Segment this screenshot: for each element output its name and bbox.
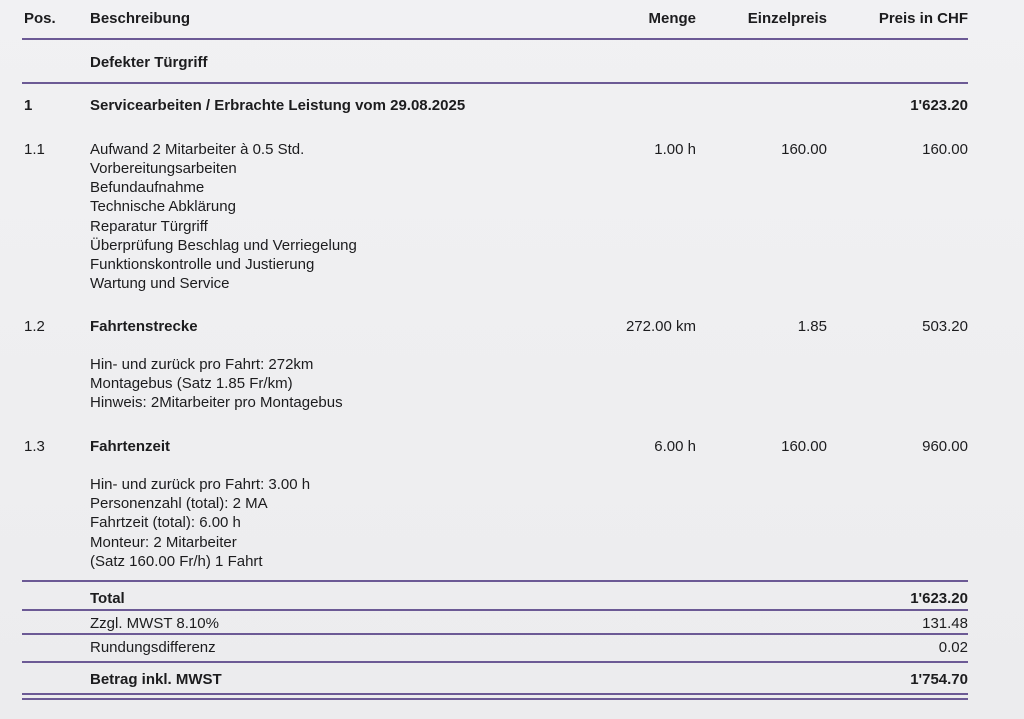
total-label: Total	[90, 590, 125, 607]
item-details	[90, 159, 357, 293]
item-preis: 160.00	[922, 141, 968, 158]
item-detail-line: (Satz 160.00 Fr/h) 1 Fahrt	[90, 552, 263, 570]
item-detail-line: Fahrtzeit (total): 6.00 h	[90, 514, 241, 532]
group-pos: 1	[24, 97, 33, 114]
item-detail-line: Überprüfung Beschlag und Verriegelung	[90, 236, 357, 254]
item-detail-line: Monteur: 2 Mitarbeiter	[90, 533, 237, 551]
item-menge: 6.00 h	[654, 438, 696, 455]
item-detail-line: Technische Abklärung	[90, 198, 236, 216]
item-preis: 503.20	[922, 318, 968, 335]
section-title: Defekter Türgriff	[90, 54, 208, 71]
item-einzelpreis: 1.85	[797, 318, 827, 335]
item-pos: 1.2	[24, 318, 45, 335]
item-details	[90, 475, 310, 571]
betrag-rule-1	[22, 693, 968, 695]
item-pos: 1.1	[24, 141, 45, 158]
header-pos: Pos.	[24, 10, 56, 27]
item-detail-line: Hinweis: 2Mitarbeiter pro Montagebus	[90, 394, 343, 412]
betrag-label: Betrag inkl. MWST	[90, 671, 222, 688]
betrag-rule-2	[22, 698, 968, 700]
rundung-label: Rundungsdifferenz	[90, 639, 216, 656]
item-title: Aufwand 2 Mitarbeiter à 0.5 Std.	[90, 141, 305, 158]
item-detail-line: Hin- und zurück pro Fahrt: 272km	[90, 356, 314, 373]
item-menge: 272.00 km	[625, 318, 696, 335]
mwst-rule	[22, 633, 968, 635]
header-rule	[22, 38, 968, 40]
header-beschreibung: Beschreibung	[90, 10, 191, 27]
rundung-rule	[22, 661, 968, 663]
item-detail-line: Befundaufnahme	[90, 179, 205, 197]
rundung-value: 0.02	[938, 639, 968, 656]
header-einzelpreis: Einzelpreis	[747, 10, 827, 27]
item-details	[90, 355, 343, 413]
section-rule	[22, 82, 968, 84]
group-title: Servicearbeiten / Erbrachte Leistung vom 29.08.2025	[90, 97, 466, 114]
item-detail-line: Personenzahl (total): 2 MA	[90, 495, 268, 513]
item-detail-line: Wartung und Service	[90, 275, 230, 293]
total-value: 1'623.20	[910, 590, 968, 607]
header-menge: Menge	[648, 10, 696, 27]
item-detail-line: Vorbereitungsarbeiten	[90, 160, 237, 177]
header-preis: Preis in CHF	[878, 10, 968, 27]
group-total: 1'623.20	[910, 97, 968, 114]
betrag-value: 1'754.70	[910, 671, 968, 688]
item-detail-line: Reparatur Türgriff	[90, 217, 208, 235]
summary-rule-top	[22, 580, 968, 582]
item-pos: 1.3	[24, 438, 45, 455]
item-title: Fahrtenstrecke	[90, 318, 198, 335]
item-preis: 960.00	[922, 438, 968, 455]
mwst-label: Zzgl. MWST 8.10%	[90, 615, 219, 632]
item-einzelpreis: 160.00	[781, 438, 827, 455]
item-detail-line: Funktionskontrolle und Justierung	[90, 256, 315, 274]
item-detail-line: Montagebus (Satz 1.85 Fr/km)	[90, 375, 293, 393]
mwst-value: 131.48	[922, 615, 968, 632]
item-menge: 1.00 h	[654, 141, 696, 158]
item-title: Fahrtenzeit	[90, 438, 171, 455]
total-rule	[22, 609, 968, 611]
item-einzelpreis: 160.00	[781, 141, 827, 158]
item-detail-line: Hin- und zurück pro Fahrt: 3.00 h	[90, 476, 311, 493]
